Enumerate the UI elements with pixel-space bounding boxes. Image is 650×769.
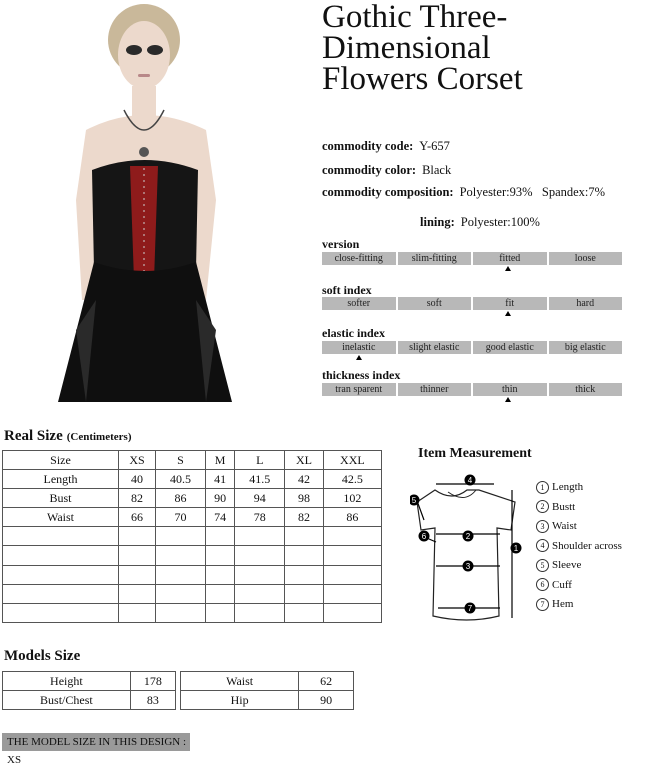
table-cell: [235, 584, 285, 603]
table-cell: Bust: [3, 489, 119, 508]
spec-color: [322, 163, 451, 178]
table-cell: [119, 546, 156, 565]
title-line-1: Gothic Three-: [322, 0, 508, 35]
spec-code-value: Y-657: [419, 139, 450, 153]
table-header-cell: L: [235, 451, 285, 470]
spec-code-label: commodity code:: [322, 139, 414, 153]
table-row: [3, 470, 382, 489]
version-option: loose: [549, 252, 623, 265]
soft-index-option: soft: [398, 297, 472, 310]
elastic-index-marker-icon: [356, 355, 362, 360]
table-row: [3, 584, 382, 603]
table-cell: 66: [119, 508, 156, 527]
table-cell: [3, 565, 119, 584]
table-cell: Waist: [3, 508, 119, 527]
spec-composition-label: commodity composition:: [322, 185, 454, 199]
number-circle-icon: 4: [536, 539, 549, 552]
table-cell: [235, 527, 285, 546]
models-value: 178: [130, 672, 175, 691]
table-cell: [119, 584, 156, 603]
table-cell: 74: [205, 508, 234, 527]
table-cell: 40: [119, 470, 156, 489]
table-header-cell: XL: [285, 451, 324, 470]
table-row: [3, 508, 382, 527]
table-cell: [156, 584, 206, 603]
table-cell: 40.5: [156, 470, 206, 489]
legend-label: Length: [552, 481, 584, 493]
spec-code: [322, 139, 450, 154]
legend-item: [536, 478, 622, 498]
table-cell: [3, 546, 119, 565]
table-cell: 42: [285, 470, 324, 489]
model-design-size-note: THE MODEL SIZE IN THIS DESIGN : XS: [2, 733, 190, 751]
spec-lining-value: Polyester:100%: [460, 215, 540, 229]
table-row: [181, 691, 354, 710]
legend-item: [536, 537, 622, 557]
table-header-cell: XS: [119, 451, 156, 470]
elastic-index-option: big elastic: [549, 341, 623, 354]
models-label: Bust/Chest: [3, 691, 131, 710]
soft-index-scale: [322, 297, 622, 310]
table-cell: 42.5: [323, 470, 381, 489]
table-cell: [323, 584, 381, 603]
table-row: [3, 546, 382, 565]
legend-label: Cuff: [552, 578, 572, 591]
table-cell: Length: [3, 470, 119, 489]
version-marker-icon: [505, 266, 511, 271]
title-line-3: Flowers Corset: [322, 61, 523, 97]
legend-item: [536, 517, 622, 537]
spec-composition: [322, 185, 605, 200]
version-heading: version: [322, 237, 360, 251]
soft-index-option: hard: [549, 297, 623, 310]
table-cell: 90: [205, 489, 234, 508]
thickness-index-option: thinner: [398, 383, 472, 396]
table-header-row: [3, 451, 382, 470]
legend-item: [536, 576, 622, 596]
table-header-cell: XXL: [323, 451, 381, 470]
svg-text:6: 6: [421, 532, 427, 541]
number-circle-icon: 6: [536, 578, 549, 591]
version-scale: [322, 252, 622, 265]
table-cell: 98: [285, 489, 324, 508]
table-cell: [323, 546, 381, 565]
table-cell: [3, 527, 119, 546]
legend-label: Waist: [552, 520, 577, 532]
soft-index-heading: soft index: [322, 283, 372, 297]
number-circle-icon: 7: [536, 598, 549, 611]
table-cell: 82: [285, 508, 324, 527]
table-cell: [119, 603, 156, 622]
models-size-heading: Models Size: [4, 648, 81, 664]
table-row: [3, 565, 382, 584]
table-header-cell: M: [205, 451, 234, 470]
table-cell: 86: [323, 508, 381, 527]
number-circle-icon: 5: [536, 559, 549, 572]
soft-index-marker-icon: [505, 311, 511, 316]
table-row: [181, 672, 354, 691]
legend-label: Bustt: [552, 500, 576, 513]
version-option: close-fitting: [322, 252, 396, 265]
table-cell: [3, 584, 119, 603]
table-cell: [3, 603, 119, 622]
thickness-index-scale: [322, 383, 622, 396]
elastic-index-option: slight elastic: [398, 341, 472, 354]
svg-text:5: 5: [411, 496, 417, 505]
table-cell: [235, 565, 285, 584]
number-circle-icon: 2: [536, 500, 549, 513]
thickness-index-option: tran sparent: [322, 383, 396, 396]
models-value: 90: [299, 691, 354, 710]
table-row: [3, 489, 382, 508]
version-option: fitted: [473, 252, 547, 265]
table-header-cell: S: [156, 451, 206, 470]
thickness-index-marker-icon: [505, 397, 511, 402]
table-cell: [323, 565, 381, 584]
svg-text:7: 7: [467, 604, 473, 613]
measurement-legend: [536, 478, 622, 615]
legend-label: Hem: [552, 598, 574, 610]
table-cell: [205, 584, 234, 603]
table-header-cell: Size: [3, 451, 119, 470]
elastic-index-option: inelastic: [322, 341, 396, 354]
table-cell: [285, 565, 324, 584]
model-photo: [56, 0, 234, 402]
legend-item: [536, 556, 622, 576]
table-cell: [119, 565, 156, 584]
real-size-unit: (Centimeters): [66, 431, 132, 443]
table-cell: [119, 527, 156, 546]
table-cell: [235, 546, 285, 565]
spec-color-value: Black: [422, 163, 452, 177]
table-cell: [323, 527, 381, 546]
real-size-heading: [4, 428, 131, 445]
table-cell: [323, 603, 381, 622]
spec-lining-label: lining:: [420, 215, 455, 229]
table-cell: [156, 565, 206, 584]
elastic-index-heading: elastic index: [322, 326, 385, 340]
legend-item: [536, 595, 622, 615]
table-cell: [285, 584, 324, 603]
models-label: Hip: [181, 691, 299, 710]
table-cell: 41: [205, 470, 234, 489]
version-option: slim-fitting: [398, 252, 472, 265]
title-line-2: Dimensional: [322, 30, 491, 66]
table-cell: [235, 603, 285, 622]
elastic-index-scale: [322, 341, 622, 354]
table-cell: [205, 565, 234, 584]
soft-index-option: softer: [322, 297, 396, 310]
svg-text:4: 4: [467, 476, 473, 485]
table-cell: 41.5: [235, 470, 285, 489]
legend-item: [536, 498, 622, 518]
models-label: Height: [3, 672, 131, 691]
table-cell: [285, 603, 324, 622]
table-cell: [156, 546, 206, 565]
models-size-table-right: [180, 671, 354, 710]
number-circle-icon: 1: [536, 481, 549, 494]
table-cell: [205, 603, 234, 622]
table-row: [3, 691, 176, 710]
real-size-table: [2, 450, 382, 623]
svg-text:3: 3: [465, 562, 471, 571]
product-title: [322, 2, 523, 95]
legend-label: Shoulder across: [552, 539, 622, 552]
table-cell: 82: [119, 489, 156, 508]
elastic-index-option: good elastic: [473, 341, 547, 354]
table-cell: 78: [235, 508, 285, 527]
models-value: 62: [299, 672, 354, 691]
table-cell: 86: [156, 489, 206, 508]
svg-text:1: 1: [513, 544, 519, 553]
table-row: [3, 672, 176, 691]
thickness-index-option: thin: [473, 383, 547, 396]
table-cell: 70: [156, 508, 206, 527]
thickness-index-heading: thickness index: [322, 368, 401, 382]
svg-text:2: 2: [465, 532, 471, 541]
number-circle-icon: 3: [536, 520, 549, 533]
soft-index-option: fit: [473, 297, 547, 310]
table-cell: [285, 527, 324, 546]
table-row: [3, 527, 382, 546]
spec-lining: [420, 215, 540, 230]
table-cell: 102: [323, 489, 381, 508]
models-value: 83: [130, 691, 175, 710]
models-size-table-left: [2, 671, 176, 710]
real-size-title: Real Size: [4, 428, 63, 444]
spec-color-label: commodity color:: [322, 163, 417, 177]
table-cell: [285, 546, 324, 565]
tshirt-diagram: [410, 468, 530, 633]
item-measurement-heading: Item Measurement: [418, 446, 532, 461]
table-cell: [205, 527, 234, 546]
table-cell: [156, 603, 206, 622]
table-row: [3, 603, 382, 622]
thickness-index-option: thick: [549, 383, 623, 396]
models-label: Waist: [181, 672, 299, 691]
table-cell: [205, 546, 234, 565]
table-cell: 94: [235, 489, 285, 508]
legend-label: Sleeve: [552, 559, 582, 571]
spec-composition-value: Polyester:93% Spandex:7%: [459, 185, 606, 199]
table-cell: [156, 527, 206, 546]
